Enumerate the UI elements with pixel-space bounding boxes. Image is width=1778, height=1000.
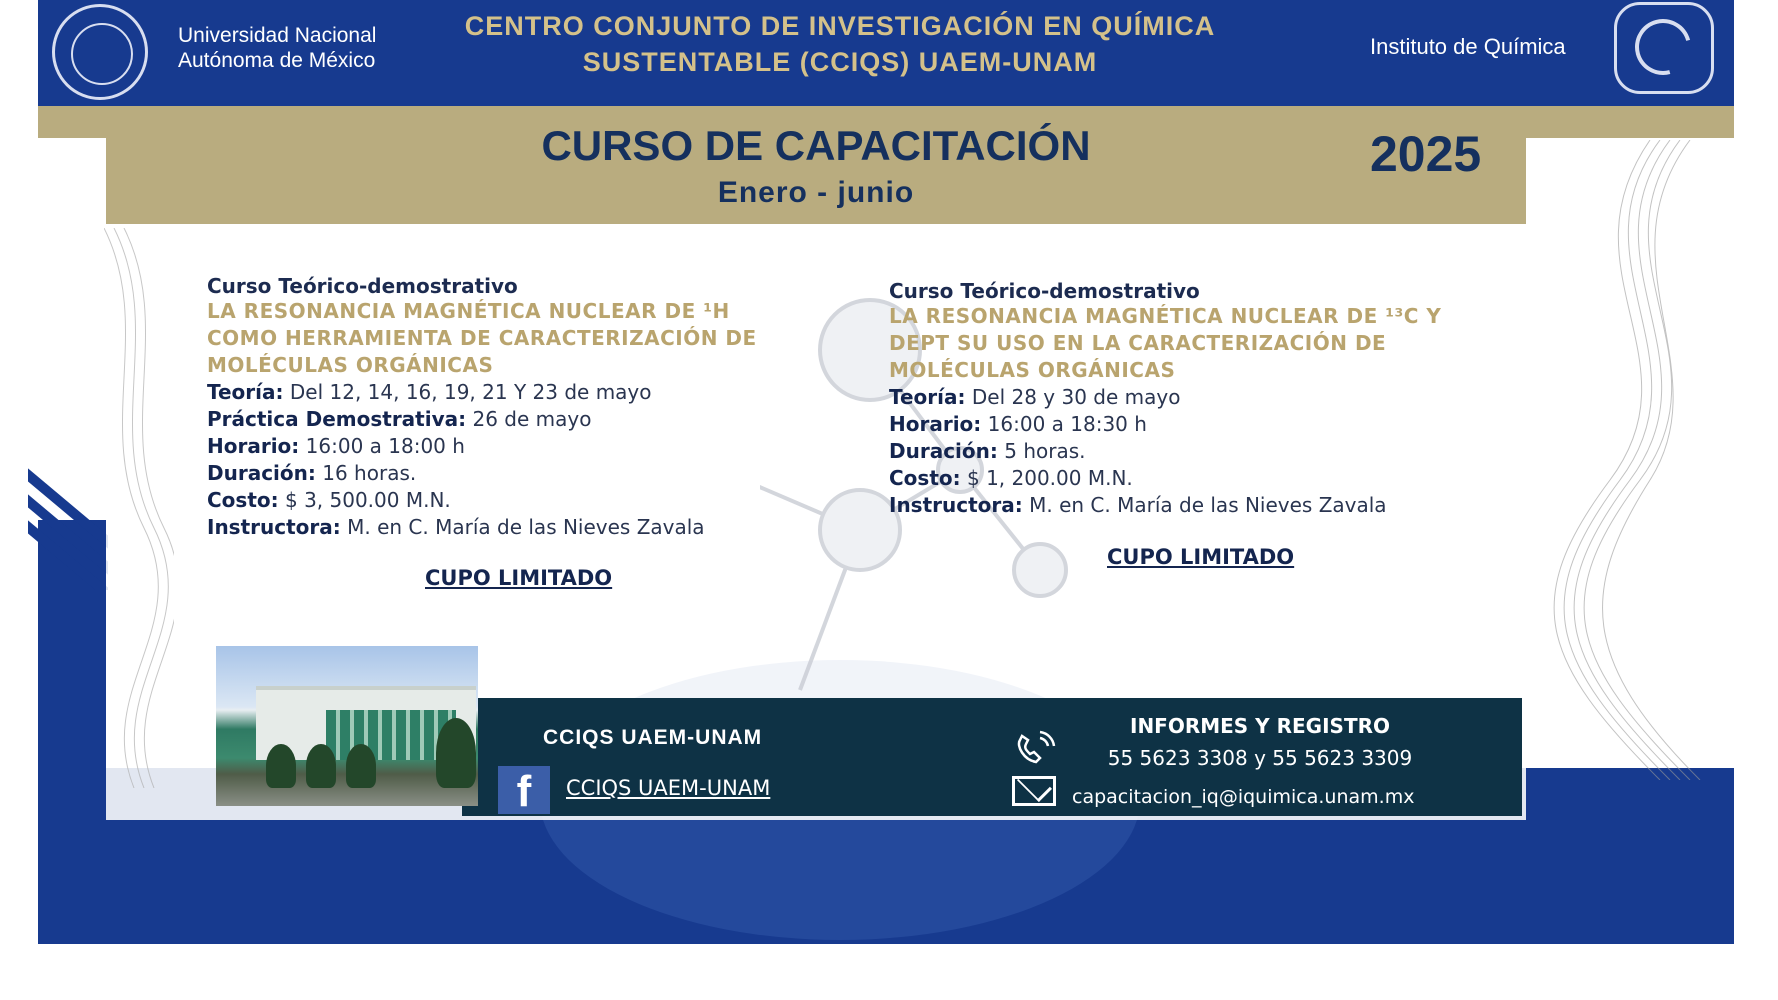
- row-value: Del 12, 14, 16, 19, 21 Y 23 de mayo: [289, 380, 652, 404]
- row-label: Práctica Demostrativa:: [207, 407, 467, 431]
- cupo-limitado-link[interactable]: CUPO LIMITADO: [1107, 545, 1295, 569]
- course-row-teoria: [207, 379, 807, 406]
- row-value: Del 28 y 30 de mayo: [971, 385, 1181, 409]
- course-row-horario: [889, 411, 1509, 438]
- course-row-duracion: [207, 460, 807, 487]
- row-label: Costo:: [889, 466, 961, 490]
- info-title: INFORMES Y REGISTRO: [1130, 714, 1390, 738]
- course-title-line1: LA RESONANCIA MAGNÉTICA NUCLEAR DE ¹H: [207, 299, 730, 323]
- course-1: [207, 274, 807, 541]
- row-value: M. en C. María de las Nieves Zavala: [347, 515, 705, 539]
- row-label: Duración:: [889, 439, 998, 463]
- row-label: Instructora:: [889, 493, 1023, 517]
- university-name-line2: Autónoma de México: [178, 49, 376, 72]
- course-title-line2: DEPT SU USO EN LA CARACTERIZACIÓN DE: [889, 331, 1387, 355]
- unam-seal-logo: [52, 4, 148, 100]
- row-label: Horario:: [889, 412, 982, 436]
- phone-icon: [1012, 730, 1058, 770]
- row-label: Horario:: [207, 434, 300, 458]
- row-label: Instructora:: [207, 515, 341, 539]
- institute-name: Instituto de Química: [1370, 34, 1566, 59]
- course-2: [889, 279, 1509, 519]
- decorative-wave-right: [1520, 140, 1730, 780]
- center-title-line1: CENTRO CONJUNTO DE INVESTIGACIÓN EN QUÍMICA: [464, 11, 1216, 41]
- course-row-practica: [207, 406, 807, 433]
- banner-subtitle: Enero - junio: [717, 176, 915, 209]
- building-photo: [216, 646, 478, 806]
- course-row-horario: [207, 433, 807, 460]
- mail-icon: [1012, 776, 1056, 806]
- course-title-line1: LA RESONANCIA MAGNÉTICA NUCLEAR DE ¹³C Y: [889, 304, 1442, 328]
- row-value: 16:00 a 18:30 h: [987, 412, 1147, 436]
- iq-logo: [1614, 2, 1714, 94]
- center-title: [440, 8, 1240, 80]
- phone-numbers[interactable]: 55 5623 3308 y 55 5623 3309: [1107, 746, 1413, 770]
- banner-title: CURSO DE CAPACITACIÓN: [541, 122, 1091, 169]
- row-value: 5 horas.: [1004, 439, 1086, 463]
- row-value: 16 horas.: [322, 461, 417, 485]
- course-title-line3: MOLÉCULAS ORGÁNICAS: [889, 358, 1176, 382]
- row-value: $ 3, 500.00 M.N.: [284, 488, 451, 512]
- course-type: Curso Teórico-demostrativo: [207, 274, 518, 298]
- footer-org-name: CCIQS UAEM-UNAM: [543, 726, 763, 749]
- row-label: Teoría:: [889, 385, 966, 409]
- course-row-costo: [889, 465, 1509, 492]
- email-link[interactable]: capacitacion_iq@iquimica.unam.mx: [1072, 786, 1415, 808]
- course-row-instructora: [889, 492, 1509, 519]
- tree-shape: [436, 718, 476, 788]
- course-title-line3: MOLÉCULAS ORGÁNICAS: [207, 353, 494, 377]
- tree-shape: [266, 744, 296, 788]
- course-row-teoria: [889, 384, 1509, 411]
- course-row-duracion: [889, 438, 1509, 465]
- cupo-limitado-link[interactable]: CUPO LIMITADO: [425, 566, 613, 590]
- course-row-instructora: [207, 514, 807, 541]
- facebook-icon[interactable]: f: [498, 766, 550, 814]
- course-type: Curso Teórico-demostrativo: [889, 279, 1200, 303]
- row-label: Costo:: [207, 488, 279, 512]
- course-title-line2: COMO HERRAMIENTA DE CARACTERIZACIÓN DE: [207, 326, 757, 350]
- tree-shape: [346, 744, 376, 788]
- row-value: 16:00 a 18:00 h: [305, 434, 465, 458]
- center-title-line2: SUSTENTABLE (CCIQS) UAEM-UNAM: [582, 47, 1098, 77]
- banner-year: 2025: [1370, 126, 1482, 182]
- row-value: $ 1, 200.00 M.N.: [966, 466, 1133, 490]
- row-label: Teoría:: [207, 380, 284, 404]
- row-value: M. en C. María de las Nieves Zavala: [1029, 493, 1387, 517]
- decorative-wave-left: [104, 228, 174, 788]
- row-value: 26 de mayo: [472, 407, 592, 431]
- university-name-line1: Universidad Nacional: [178, 24, 377, 47]
- tree-shape: [306, 744, 336, 788]
- course-row-costo: [207, 487, 807, 514]
- facebook-link[interactable]: CCIQS UAEM-UNAM: [566, 776, 771, 800]
- decorative-stripes: [28, 460, 108, 590]
- row-label: Duración:: [207, 461, 316, 485]
